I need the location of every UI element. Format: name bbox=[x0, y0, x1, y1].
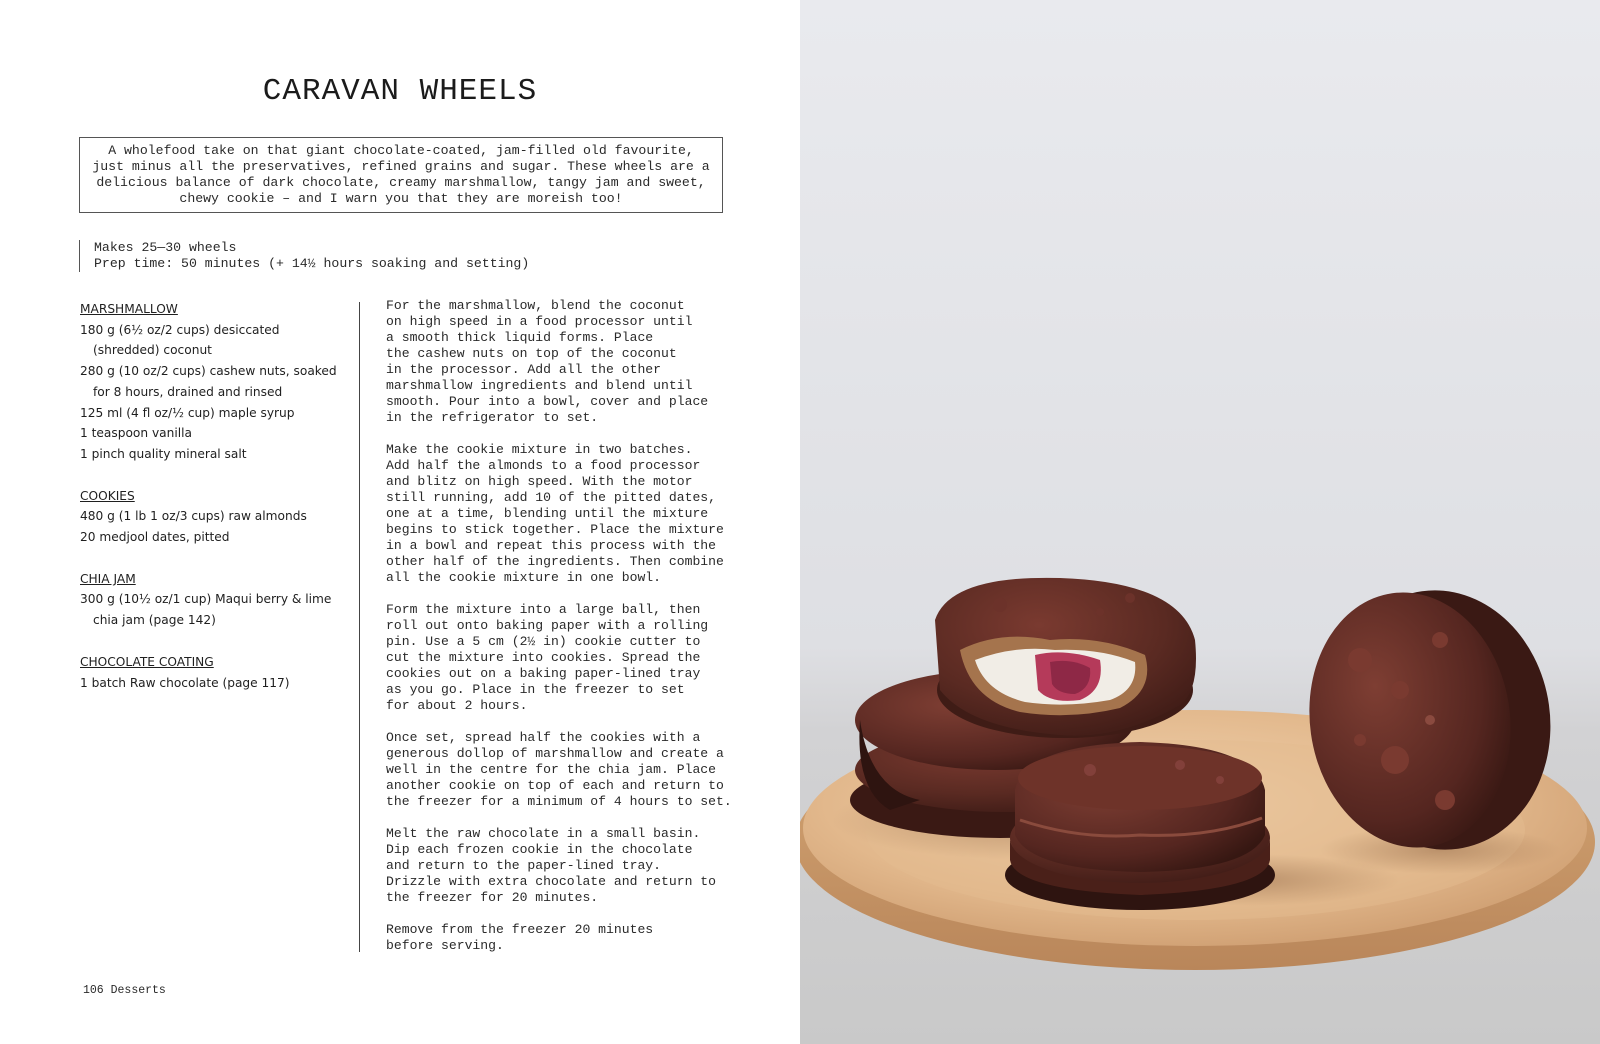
method-line: another cookie on top of each and return to bbox=[386, 778, 724, 793]
ingredient-line: (shredded) coconut bbox=[93, 343, 212, 358]
method-line: as you go. Place in the freezer to set bbox=[386, 682, 685, 697]
intro-line: delicious balance of dark chocolate, creamy marshmallow, tangy jam and sweet, bbox=[96, 175, 706, 190]
ingredient-line: 280 g (10 oz/2 cups) cashew nuts, soaked bbox=[80, 364, 337, 379]
method-line: before serving. bbox=[386, 938, 504, 953]
ingredient-line: for 8 hours, drained and rinsed bbox=[93, 384, 283, 399]
page-footer bbox=[83, 984, 166, 997]
method-step-3 bbox=[386, 602, 746, 714]
ingredient-line: 1 pinch quality mineral salt bbox=[80, 446, 247, 461]
method-line: and blitz on high speed. With the motor bbox=[386, 474, 693, 489]
intro-line: chewy cookie – and I warn you that they are moreish too! bbox=[179, 191, 623, 206]
method-line: cut the mixture into cookies. Spread the bbox=[386, 650, 701, 665]
method-line: roll out onto baking paper with a rolling bbox=[386, 618, 709, 633]
method-line: Drizzle with extra chocolate and return to bbox=[386, 874, 717, 889]
method-step-6 bbox=[386, 922, 746, 954]
ingredients-list bbox=[80, 299, 350, 714]
method-line: Melt the raw chocolate in a small basin. bbox=[386, 826, 701, 841]
method-line: For the marshmallow, blend the coconut bbox=[386, 298, 685, 313]
ingredient-line: 300 g (10½ oz/1 cup) Maqui berry & lime bbox=[80, 592, 332, 607]
prep-time-text: Prep time: 50 minutes (+ 14½ hours soaking and setting) bbox=[94, 256, 530, 271]
ingredient-line: 1 teaspoon vanilla bbox=[80, 426, 193, 441]
ingredient-heading: MARSHMALLOW bbox=[80, 302, 178, 316]
method-line: Form the mixture into a large ball, then bbox=[386, 602, 701, 617]
method-line: marshmallow ingredients and blend until bbox=[386, 378, 693, 393]
method-line: Add half the almonds to a food processor bbox=[386, 458, 701, 473]
method-line: cookies out on a baking paper-lined tray bbox=[386, 666, 701, 681]
method-line: pin. Use a 5 cm (2½ in) cookie cutter to bbox=[386, 634, 701, 649]
section-name: Desserts bbox=[110, 984, 166, 997]
method-line: in the processor. Add all the other bbox=[386, 362, 662, 377]
cookie-front bbox=[1005, 742, 1275, 910]
intro-box bbox=[79, 137, 723, 213]
ingredient-heading: CHOCOLATE COATING bbox=[80, 654, 214, 669]
method-step-1 bbox=[386, 298, 746, 426]
method-line: one at a time, blending until the mixture bbox=[386, 506, 709, 521]
method-line: the cashew nuts on top of the coconut bbox=[386, 346, 677, 361]
recipe-title: CARAVAN WHEELS bbox=[262, 74, 538, 109]
ingredient-line: 180 g (6½ oz/2 cups) desiccated bbox=[80, 322, 280, 337]
ingredient-group-chocolate-coating bbox=[80, 652, 350, 693]
method-steps bbox=[386, 298, 746, 970]
column-divider bbox=[359, 302, 360, 952]
method-step-4 bbox=[386, 730, 746, 810]
method-step-5 bbox=[386, 826, 746, 906]
method-line: the freezer for 20 minutes. bbox=[386, 890, 599, 905]
food-photo bbox=[800, 0, 1600, 1044]
ingredient-group-chia-jam bbox=[80, 569, 350, 631]
method-line: Once set, spread half the cookies with a bbox=[386, 730, 701, 745]
ingredient-line: 20 medjool dates, pitted bbox=[80, 530, 230, 545]
intro-line: just minus all the preservatives, refined grains and sugar. These wheels are a bbox=[92, 159, 710, 174]
method-line: begins to stick together. Place the mixture bbox=[386, 522, 724, 537]
ingredient-group-cookies bbox=[80, 486, 350, 548]
ingredient-line: 480 g (1 lb 1 oz/3 cups) raw almonds bbox=[80, 509, 307, 524]
method-line: in a bowl and repeat this process with the bbox=[386, 538, 717, 553]
method-line: the freezer for a minimum of 4 hours to set. bbox=[386, 794, 732, 809]
ingredient-heading: COOKIES bbox=[80, 488, 135, 503]
intro-line: A wholefood take on that giant chocolate-coated, jam-filled old favourite, bbox=[108, 143, 694, 158]
ingredient-line: chia jam (page 142) bbox=[93, 613, 216, 628]
bitten-cookie bbox=[935, 578, 1196, 738]
method-line: still running, add 10 of the pitted dates, bbox=[386, 490, 717, 505]
method-line: a smooth thick liquid forms. Place bbox=[386, 330, 654, 345]
ingredient-group-marshmallow bbox=[80, 299, 350, 465]
ingredient-line: 125 ml (4 fl oz/½ cup) maple syrup bbox=[80, 405, 295, 420]
method-line: in the refrigerator to set. bbox=[386, 410, 599, 425]
method-step-2 bbox=[386, 442, 746, 586]
method-line: Dip each frozen cookie in the chocolate bbox=[386, 842, 693, 857]
method-line: generous dollop of marshmallow and create a bbox=[386, 746, 724, 761]
yield-text: Makes 25—30 wheels bbox=[94, 240, 237, 255]
ingredient-line: 1 batch Raw chocolate (page 117) bbox=[80, 675, 290, 690]
method-line: for about 2 hours. bbox=[386, 698, 528, 713]
method-line: well in the centre for the chia jam. Place bbox=[386, 762, 717, 777]
yield-block bbox=[79, 240, 529, 272]
page-number: 106 bbox=[83, 984, 104, 997]
method-line: smooth. Pour into a bowl, cover and place bbox=[386, 394, 709, 409]
ingredient-heading: CHIA JAM bbox=[80, 571, 136, 586]
method-line: Remove from the freezer 20 minutes bbox=[386, 922, 654, 937]
method-line: Make the cookie mixture in two batches. bbox=[386, 442, 693, 457]
method-line: all the cookie mixture in one bowl. bbox=[386, 570, 662, 585]
method-line: and return to the paper-lined tray. bbox=[386, 858, 662, 873]
method-line: other half of the ingredients. Then combine bbox=[386, 554, 724, 569]
method-line: on high speed in a food processor until bbox=[386, 314, 693, 329]
